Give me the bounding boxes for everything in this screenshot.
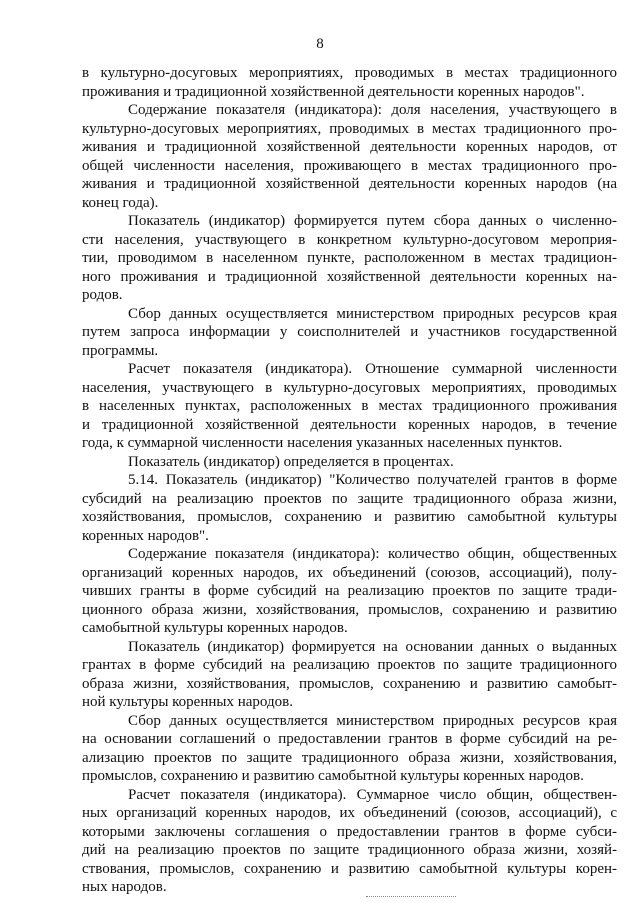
- text-line: образа жизни, хозяйствования, промыслов, сохранению и развитию самобыт-: [82, 675, 617, 692]
- text-line: Показатель (индикатор) определяется в процентах.: [128, 453, 454, 470]
- text-line: ционного образа жизни, хозяйствования, промыслов, сохранению и развитию: [82, 601, 617, 618]
- text-line: грантах в форме субсидий на реализацию проектов по защите традиционного: [82, 657, 617, 673]
- text-line: Содержание показателя (индикатора): доля населения, участвующего в: [128, 102, 617, 118]
- text-line: ализацию проектов по защите традиционного образа жизни, хозяйствования,: [82, 749, 617, 766]
- text-line: дий на реализацию проектов по защите традиционного образа жизни, хозяй-: [82, 842, 617, 858]
- text-line: организаций коренных народов, их объединений (союзов, ассоциаций), полу-: [82, 564, 617, 581]
- text-line: ных организаций коренных народов, их объединений (союзов, ассоциаций), с: [82, 805, 617, 821]
- text-line: конец года).: [82, 194, 159, 211]
- text-line: Содержание показателя (индикатора): количество общин, общественных: [128, 546, 617, 562]
- text-line: промыслов, сохранению и развитию самобытной культуры коренных народов.: [82, 768, 584, 784]
- text-line: в культурно-досуговых мероприятиях, проводимых в местах традиционного: [82, 65, 617, 81]
- text-line: Расчет показателя (индикатора). Суммарное число общин, обществен-: [128, 786, 617, 803]
- text-line: ствования, промыслов, сохранению и развитию самобытной культуры корен-: [82, 860, 617, 877]
- text-line: и традиционной хозяйственной деятельности коренных народов, в течение: [82, 416, 617, 433]
- text-line: Сбор данных осуществляется министерством природных ресурсов края: [128, 305, 617, 322]
- text-line: коренных народов".: [82, 527, 209, 544]
- text-line: на основании соглашений о предоставлении грантов в форме субсидий на ре-: [82, 731, 617, 747]
- text-line: года, к суммарной численности населения указанных населенных пунктов.: [82, 435, 563, 451]
- text-line: тии, проводимом в населенном пункте, расположенном в местах традицион-: [82, 250, 617, 266]
- text-line: в населенных пунктах, расположенных в местах традиционного проживания: [82, 398, 617, 414]
- text-line: Показатель (индикатор) формируется путем сбора данных о численно-: [128, 213, 617, 229]
- text-line: ной культуры коренных народов.: [82, 694, 293, 710]
- text-line: населения, участвующего в культурно-досуговых мероприятиях, проводимых: [82, 379, 617, 396]
- text-line: Сбор данных осуществляется министерством природных ресурсов края: [128, 712, 617, 729]
- text-line: которыми заключены соглашения о предоставлении грантов в форме субси-: [82, 823, 617, 840]
- document-body: [82, 64, 617, 897]
- text-line: ного проживания и традиционной хозяйственной деятельности коренных на-: [82, 268, 617, 285]
- text-line: 5.14. Показатель (индикатор) "Количество получателей грантов в форме: [128, 472, 617, 488]
- page-number: 8: [316, 36, 324, 52]
- text-line: проживания и традиционной хозяйственной деятельности коренных народов".: [82, 83, 585, 100]
- text-line: Расчет показателя (индикатора). Отношение суммарной численности: [128, 361, 617, 377]
- text-line: самобытной культуры коренных народов.: [82, 620, 348, 636]
- text-line: сти населения, участвующего в конкретном культурно-досуговом мероприя-: [82, 231, 617, 248]
- text-line: общей численности населения, проживающего в местах традиционного про-: [82, 157, 617, 174]
- text-line: программы.: [82, 342, 159, 359]
- text-line: Показатель (индикатор) формируется на основании данных о выданных: [128, 638, 617, 655]
- scan-edge-mark: [366, 896, 456, 897]
- text-line: живания и традиционной хозяйственной деятельности коренных народов, от: [82, 139, 617, 155]
- text-line: хозяйствования, промыслов, сохранению и развитию самобытной культуры: [82, 509, 617, 525]
- text-line: субсидий на реализацию проектов по защите традиционного образа жизни,: [82, 490, 617, 507]
- text-line: чивших гранты в форме субсидий на реализацию проектов по защите тради-: [82, 583, 617, 599]
- text-line: родов.: [82, 287, 123, 303]
- text-line: культурно-досуговых мероприятиях, проводимых в местах традиционного про-: [82, 120, 617, 137]
- text-line: ных народов.: [82, 879, 167, 895]
- text-line: путем запроса информации у соисполнителей и участников государственной: [82, 324, 617, 340]
- text-line: живания и традиционной хозяйственной деятельности коренных народов (на: [82, 176, 617, 192]
